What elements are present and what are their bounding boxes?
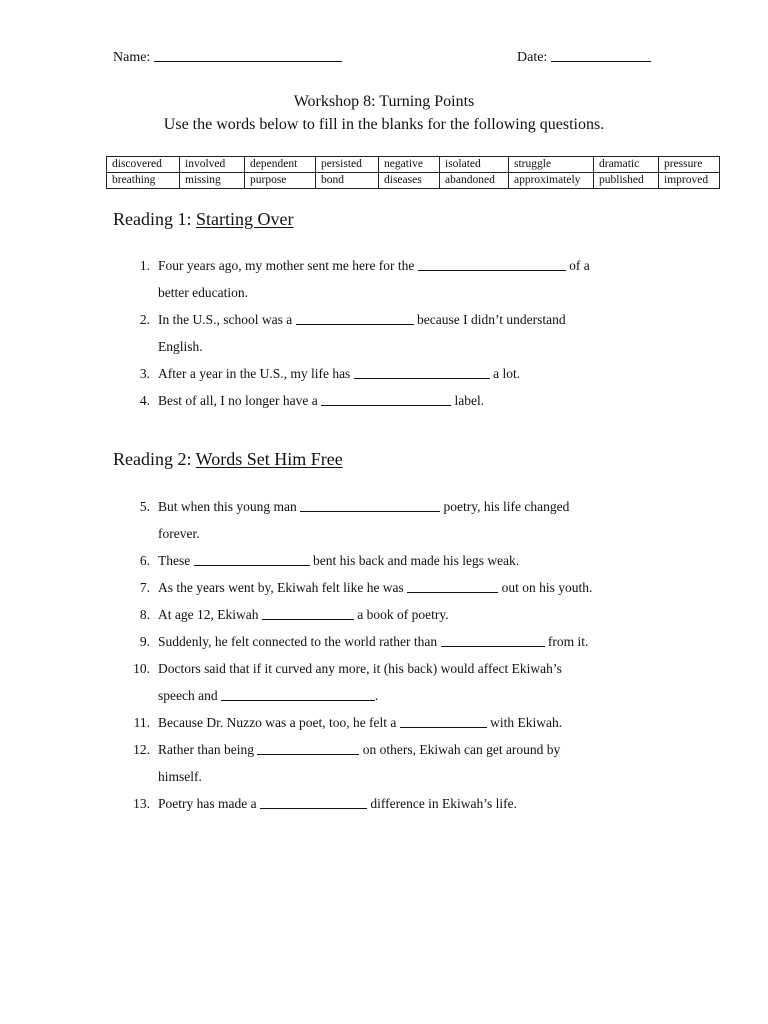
word-bank-cell: dramatic bbox=[594, 157, 659, 173]
question-text-continued: better education. bbox=[158, 285, 248, 300]
question-item bbox=[120, 252, 660, 306]
question-line bbox=[158, 574, 660, 601]
answer-blank[interactable] bbox=[418, 258, 566, 271]
question-number: 9. bbox=[139, 634, 150, 649]
question-text-after: out on his youth. bbox=[501, 580, 593, 595]
word-bank-cell: approximately bbox=[509, 173, 594, 189]
question-number: 11. bbox=[133, 715, 150, 730]
question-number: 12. bbox=[133, 742, 150, 757]
word-bank-cell: struggle bbox=[509, 157, 594, 173]
date-label: Date: bbox=[517, 50, 548, 65]
question-line bbox=[158, 387, 660, 414]
answer-blank[interactable] bbox=[262, 607, 354, 620]
question-text-after: bent his back and made his legs weak. bbox=[312, 553, 520, 568]
name-blank[interactable] bbox=[154, 47, 342, 62]
question-line bbox=[158, 655, 660, 682]
word-bank-cell: improved bbox=[659, 173, 720, 189]
question-text-after: a book of poetry. bbox=[357, 607, 449, 622]
question-item bbox=[120, 601, 660, 628]
answer-blank[interactable] bbox=[441, 634, 545, 647]
question-item bbox=[120, 790, 660, 817]
instructions: Use the words below to fill in the blanks for the following questions. bbox=[163, 116, 605, 133]
reading-2-prefix: Reading 2: bbox=[113, 449, 196, 469]
reading-2-questions bbox=[120, 493, 660, 817]
question-continuation bbox=[158, 279, 660, 306]
question-text-continued: speech and bbox=[158, 688, 218, 703]
question-item bbox=[120, 709, 660, 736]
question-text-before: Poetry has made a bbox=[158, 796, 257, 811]
question-text-before: As the years went by, Ekiwah felt like he was bbox=[158, 580, 404, 595]
question-item bbox=[120, 360, 660, 387]
question-text-before: Rather than being bbox=[158, 742, 254, 757]
question-line bbox=[158, 306, 660, 333]
question-number: 1. bbox=[139, 258, 150, 273]
word-bank-cell: involved bbox=[180, 157, 245, 173]
word-bank-cell: bond bbox=[316, 173, 379, 189]
header-row bbox=[113, 47, 655, 67]
date-field bbox=[517, 47, 651, 66]
question-number: 2. bbox=[139, 312, 150, 327]
word-bank-row bbox=[107, 157, 720, 173]
word-bank-cell: breathing bbox=[107, 173, 180, 189]
answer-blank[interactable] bbox=[300, 499, 440, 512]
word-bank-cell: pressure bbox=[659, 157, 720, 173]
question-item bbox=[120, 574, 660, 601]
question-text-after: because I didn’t understand bbox=[416, 312, 566, 327]
question-number: 6. bbox=[139, 553, 150, 568]
question-text-continued: himself. bbox=[158, 769, 202, 784]
question-line bbox=[158, 790, 660, 817]
question-text-after: on others, Ekiwah can get around by bbox=[362, 742, 561, 757]
answer-blank[interactable] bbox=[354, 366, 490, 379]
question-text-after: of a bbox=[569, 258, 590, 273]
question-continuation: speech and . bbox=[158, 688, 379, 703]
question-item bbox=[120, 493, 660, 547]
reading-1-title: Starting Over bbox=[196, 209, 294, 229]
question-item bbox=[120, 547, 660, 574]
reading-2-heading bbox=[113, 449, 343, 470]
answer-blank[interactable] bbox=[296, 312, 414, 325]
question-text-before: Because Dr. Nuzzo was a poet, too, he felt a bbox=[158, 715, 397, 730]
question-line bbox=[158, 709, 660, 736]
question-line bbox=[158, 360, 660, 387]
word-bank-row bbox=[107, 173, 720, 189]
question-text-after: poetry, his life changed bbox=[443, 499, 570, 514]
question-text-after: from it. bbox=[547, 634, 589, 649]
reading-2-title: Words Set Him Free bbox=[195, 449, 343, 469]
question-number: 3. bbox=[139, 366, 150, 381]
question-text-before: Four years ago, my mother sent me here for the bbox=[158, 258, 415, 273]
question-item bbox=[120, 736, 660, 790]
word-bank-cell: missing bbox=[180, 173, 245, 189]
question-text-after: a lot. bbox=[493, 366, 521, 381]
question-text-before: These bbox=[158, 553, 191, 568]
question-line bbox=[158, 252, 660, 279]
name-field bbox=[113, 47, 342, 66]
question-line bbox=[158, 736, 660, 763]
answer-blank[interactable] bbox=[194, 553, 310, 566]
question-text-continued: English. bbox=[158, 339, 203, 354]
answer-blank[interactable] bbox=[321, 393, 451, 406]
question-text-before: Doctors said that if it curved any more, it (his back) would affect Ekiwah’s bbox=[158, 661, 562, 676]
question-number: 5. bbox=[139, 499, 150, 514]
answer-blank[interactable] bbox=[257, 742, 359, 755]
question-item bbox=[120, 655, 660, 709]
question-text-after: with Ekiwah. bbox=[490, 715, 563, 730]
word-bank-cell: abandoned bbox=[440, 173, 509, 189]
word-bank-cell: dependent bbox=[245, 157, 316, 173]
question-line bbox=[158, 493, 660, 520]
question-continuation bbox=[158, 333, 660, 360]
question-number: 8. bbox=[139, 607, 150, 622]
answer-blank[interactable] bbox=[221, 688, 375, 701]
question-text-before: In the U.S., school was a bbox=[158, 312, 293, 327]
question-line bbox=[158, 547, 660, 574]
word-bank-cell: discovered bbox=[107, 157, 180, 173]
question-text-before: But when this young man bbox=[158, 499, 297, 514]
question-text-before: Best of all, I no longer have a bbox=[158, 393, 318, 408]
question-number: 4. bbox=[139, 393, 150, 408]
question-number: 13. bbox=[133, 796, 150, 811]
word-bank-cell: diseases bbox=[379, 173, 440, 189]
word-bank-cell: persisted bbox=[316, 157, 379, 173]
reading-1-questions bbox=[120, 252, 660, 414]
reading-1-prefix: Reading 1: bbox=[113, 209, 196, 229]
question-line bbox=[158, 601, 660, 628]
word-bank-cell: purpose bbox=[245, 173, 316, 189]
date-blank[interactable] bbox=[551, 47, 651, 62]
question-text-before: After a year in the U.S., my life has bbox=[158, 366, 351, 381]
question-line bbox=[158, 628, 660, 655]
reading-1-heading bbox=[113, 209, 293, 230]
question-item bbox=[120, 387, 660, 414]
name-label: Name: bbox=[113, 50, 151, 65]
word-bank-table bbox=[106, 156, 720, 189]
question-continuation bbox=[158, 520, 660, 547]
question-text-before: At age 12, Ekiwah bbox=[158, 607, 259, 622]
question-number: 10. bbox=[133, 661, 150, 676]
question-number: 7. bbox=[139, 580, 150, 595]
answer-blank[interactable] bbox=[260, 796, 367, 809]
question-item bbox=[120, 628, 660, 655]
word-bank-cell: negative bbox=[379, 157, 440, 173]
answer-blank[interactable] bbox=[407, 580, 498, 593]
question-continuation bbox=[158, 763, 660, 790]
question-text-after: label. bbox=[454, 393, 485, 408]
question-text-continued: forever. bbox=[158, 526, 200, 541]
word-bank-cell: isolated bbox=[440, 157, 509, 173]
question-text-before: Suddenly, he felt connected to the world rather than bbox=[158, 634, 438, 649]
answer-blank[interactable] bbox=[400, 715, 487, 728]
word-bank-cell: published bbox=[594, 173, 659, 189]
question-item bbox=[120, 306, 660, 360]
worksheet-title: Workshop 8: Turning Points bbox=[293, 93, 475, 110]
question-text-after: difference in Ekiwah’s life. bbox=[370, 796, 518, 811]
